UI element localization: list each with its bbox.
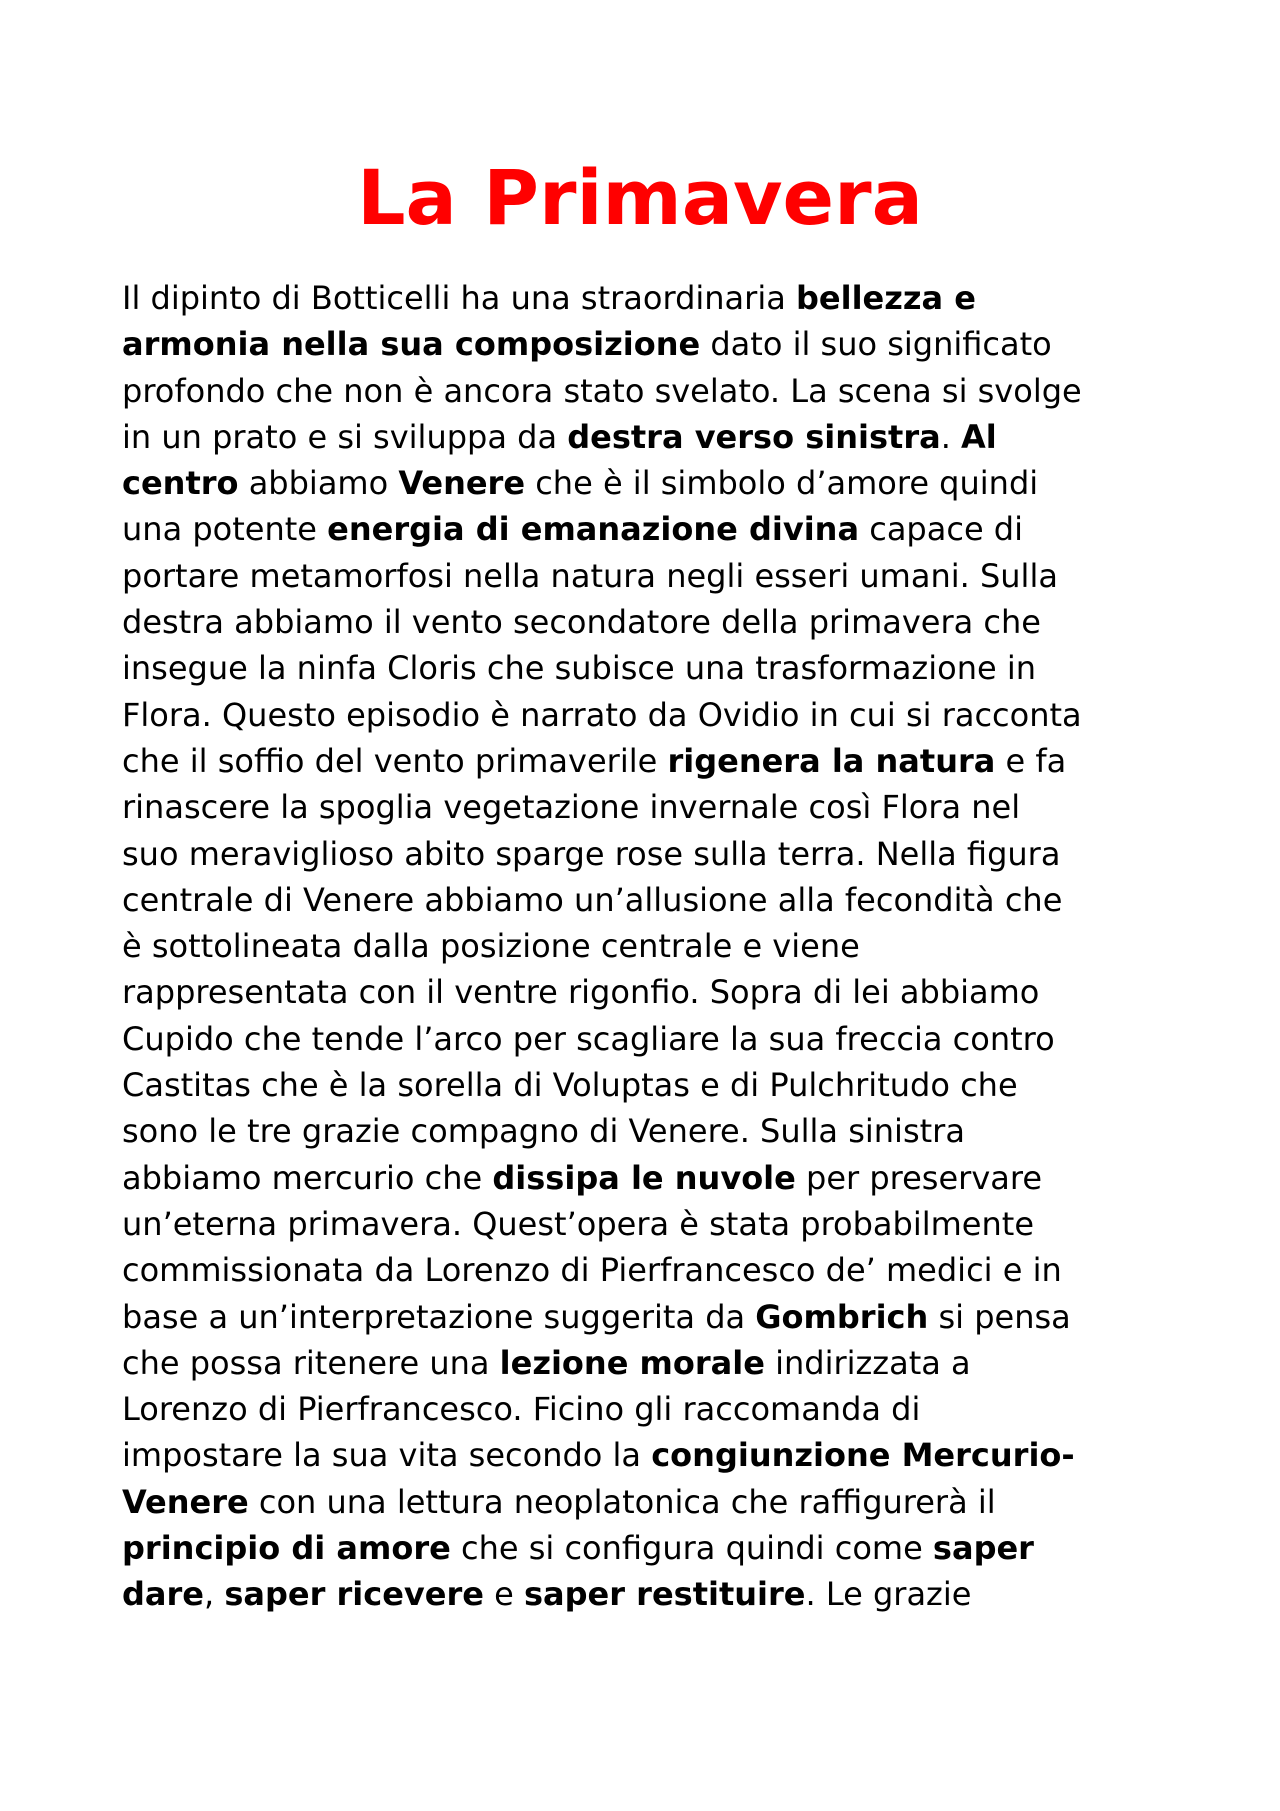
- bold-phrase: principio di amore: [122, 1529, 451, 1568]
- text-run: commissionata da Lorenzo di Pierfrancesco de’ medici e in: [122, 1251, 1062, 1290]
- text-line: [122, 1016, 1162, 1062]
- bold-phrase: energia di emanazione divina: [327, 510, 860, 549]
- bold-phrase: saper: [932, 1529, 1034, 1568]
- text-run: insegue la ninfa Cloris che subisce una trasformazione in: [122, 649, 1036, 688]
- text-run: rappresentata con il ventre rigonfio. Sopra di lei abbiamo: [122, 973, 1040, 1012]
- bold-phrase: centro: [122, 464, 239, 503]
- text-run: Castitas che è la sorella di Voluptas e di Pulchritudo che: [122, 1066, 1018, 1105]
- bold-phrase: saper ricevere: [224, 1575, 484, 1614]
- text-line: [122, 969, 1162, 1015]
- text-run: suo meraviglioso abito sparge rose sulla terra. Nella figura: [122, 834, 1061, 873]
- text-run: portare metamorfosi nella natura negli esseri umani. Sulla: [122, 556, 1058, 595]
- text-run: è sottolineata dalla posizione centrale e viene: [122, 927, 860, 966]
- text-line: [122, 1247, 1162, 1293]
- bold-phrase: Gombrich: [755, 1297, 929, 1336]
- text-run: una potente: [122, 510, 328, 549]
- text-run: che è il simbolo d’amore quindi: [525, 464, 1039, 503]
- text-run: per preservare: [795, 1158, 1042, 1197]
- page-title: La Primavera: [357, 153, 923, 242]
- text-line: [122, 738, 1162, 784]
- text-line: [122, 1155, 1162, 1201]
- text-line: [122, 784, 1162, 830]
- text-line: [122, 692, 1162, 738]
- text-run: capace di: [859, 510, 1023, 549]
- text-run: destra abbiamo il vento secondatore della primavera che: [122, 603, 1041, 642]
- text-run: base a un’interpretazione suggerita da: [122, 1297, 756, 1336]
- text-line: [122, 1386, 1162, 1432]
- bold-phrase: Al: [961, 417, 997, 456]
- text-run: Il dipinto di Botticelli ha una straordinaria: [122, 279, 796, 317]
- text-line: [122, 506, 1162, 552]
- text-line: [122, 1108, 1162, 1154]
- text-run: con una lettura neoplatonica che raffigurerà il: [248, 1482, 996, 1521]
- text-run: Cupido che tende l’arco per scagliare la sua freccia contro: [122, 1019, 1055, 1058]
- bold-phrase: lezione morale: [499, 1343, 765, 1382]
- text-line: [122, 1062, 1162, 1108]
- text-line: [122, 599, 1162, 645]
- text-line: [122, 1201, 1162, 1247]
- text-run: in un prato e si sviluppa da: [122, 417, 568, 456]
- text-run: ,: [203, 1575, 225, 1614]
- text-line: [122, 923, 1162, 969]
- text-run: indirizzata a: [764, 1343, 971, 1382]
- text-line: [122, 1571, 1162, 1617]
- text-line: [122, 275, 1162, 321]
- text-line: [122, 1294, 1162, 1340]
- text-run: rinascere la spoglia vegetazione invernale così Flora nel: [122, 788, 1021, 827]
- text-run: che il soffio del vento primaverile: [122, 741, 668, 780]
- text-run: e fa: [995, 741, 1067, 780]
- bold-phrase: dissipa le nuvole: [492, 1158, 796, 1197]
- text-line: [122, 414, 1162, 460]
- text-line: [122, 368, 1162, 414]
- text-run: e: [483, 1575, 524, 1614]
- text-run: un’eterna primavera. Quest’opera è stata probabilmente: [122, 1204, 1034, 1243]
- text-run: si pensa: [928, 1297, 1071, 1336]
- text-run: . Le grazie: [805, 1575, 972, 1614]
- bold-phrase: destra verso sinistra: [567, 417, 941, 456]
- text-line: [122, 1340, 1162, 1386]
- text-line: [122, 321, 1162, 367]
- text-line: [122, 645, 1162, 691]
- bold-phrase: dare: [122, 1575, 204, 1614]
- text-run: Flora. Questo episodio è narrato da Ovidio in cui si racconta: [122, 695, 1082, 734]
- body-paragraph: [122, 275, 1162, 1618]
- text-run: centrale di Venere abbiamo un’allusione alla fecondità che: [122, 880, 1063, 919]
- text-run: impostare la sua vita secondo la: [122, 1436, 652, 1475]
- text-run: abbiamo: [238, 464, 399, 503]
- bold-phrase: bellezza e: [795, 279, 976, 317]
- text-run: profondo che non è ancora stato svelato. La scena si svolge: [122, 371, 1082, 410]
- bold-phrase: armonia nella sua composizione: [122, 325, 701, 364]
- text-line: [122, 553, 1162, 599]
- text-run: abbiamo mercurio che: [122, 1158, 493, 1197]
- bold-phrase: rigenera la natura: [667, 741, 996, 780]
- text-run: Lorenzo di Pierfrancesco. Ficino gli raccomanda di: [122, 1390, 921, 1429]
- text-line: [122, 831, 1162, 877]
- text-run: che possa ritenere una: [122, 1343, 500, 1382]
- text-run: dato il suo significato: [700, 325, 1052, 364]
- bold-phrase: saper restituire: [524, 1575, 806, 1614]
- text-run: che si configura quindi come: [450, 1529, 933, 1568]
- bold-phrase: Venere: [122, 1482, 249, 1521]
- bold-phrase: Venere: [398, 464, 526, 503]
- text-run: sono le tre grazie compagno di Venere. Sulla sinistra: [122, 1112, 965, 1151]
- bold-phrase: congiunzione Mercurio-: [651, 1436, 1075, 1475]
- text-line: [122, 1432, 1162, 1478]
- text-line: [122, 1479, 1162, 1525]
- text-line: [122, 1525, 1162, 1571]
- text-run: .: [940, 417, 962, 456]
- text-line: [122, 877, 1162, 923]
- text-line: [122, 460, 1162, 506]
